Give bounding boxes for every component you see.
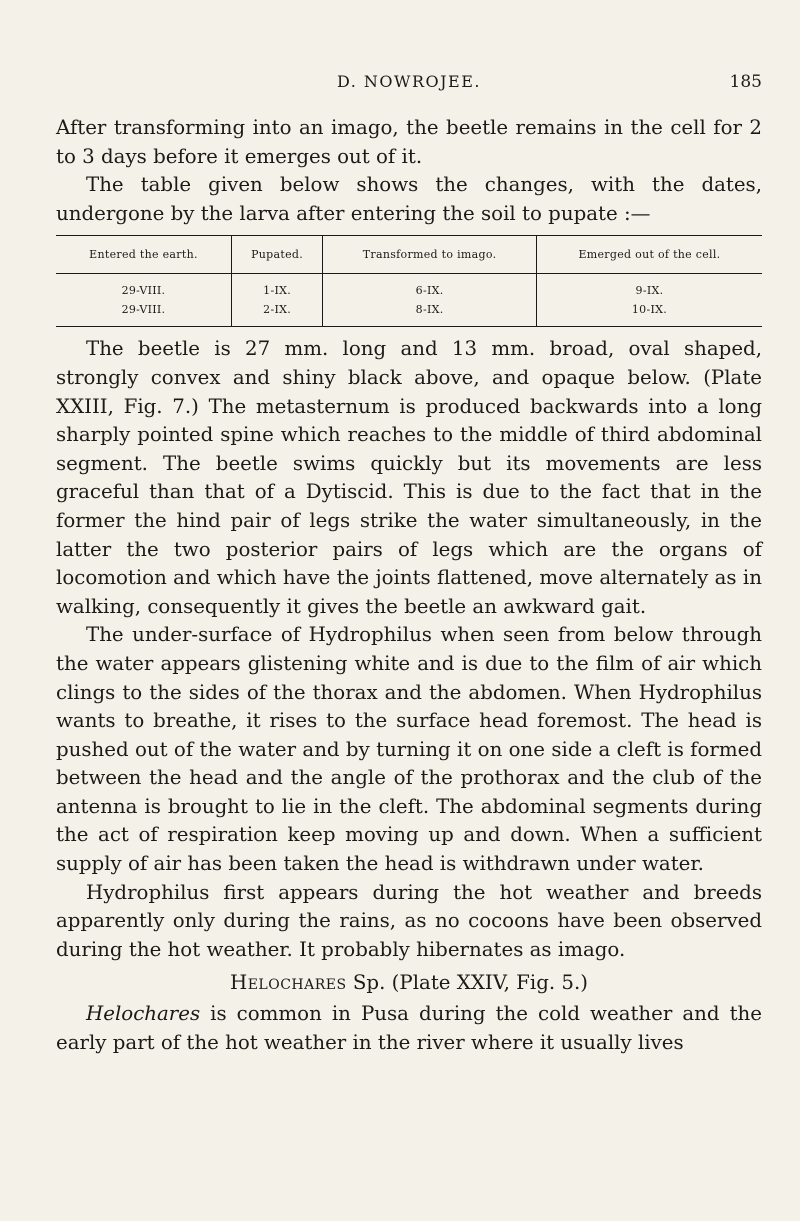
paragraph-imago-emergence: After transforming into an imago, the beetle remains in the cell for 2 to 3 days before it emerges out of it.	[56, 116, 762, 168]
paragraph-beetle-description: The beetle is 27 mm. long and 13 mm. broad, oval shaped, strongly convex and shiny black above, and opaque below. (Plate XXIII, Fig. 7.) The metasternum is produced backwards into a long sharply pointed spine which reaches to the middle of third abdominal segment. The beetle swims quickly but its movements are less graceful than that of a Dytiscid. This is due to the fact that in the former the hind pair of legs strike the water simultaneously, in the latter the two posterior pairs of legs which are the organs of locomotion and which have the joints flattened, move alternately as in walking, consequently it gives the beetle an awkward gait.	[56, 337, 762, 618]
column-header-emerged: Emerged out of the cell.	[536, 236, 762, 274]
heading-rest: Sp. (Plate XXIV, Fig. 5.)	[346, 971, 589, 995]
table-row	[56, 300, 762, 327]
table-header-row	[56, 236, 762, 274]
heading-genus: Helochares	[229, 971, 347, 995]
page	[56, 72, 762, 1058]
column-header-transformed: Transformed to imago.	[323, 236, 537, 274]
table-row	[56, 274, 762, 301]
paragraph-hibernation: Hydrophilus first appears during the hot weather and breeds apparently only during the rains, as no cocoons have been observed during the hot weather. It probably hibernates as imago.	[56, 880, 762, 961]
genus-name: Helochares	[86, 1002, 201, 1026]
table-cell: 6-IX.	[323, 274, 537, 301]
section-heading-helochares	[56, 968, 762, 998]
running-head	[56, 72, 762, 96]
paragraph-helochares	[56, 1000, 762, 1057]
table-cell: 29-VIII.	[121, 284, 166, 298]
column-header-entered: Entered the earth.	[56, 236, 231, 274]
page-number: 185	[729, 72, 762, 92]
paragraph-helochares-text: is common in Pusa during the cold weather and the early part of the hot weather in the river where it usually lives	[56, 1002, 762, 1055]
table-cell: 29-VIII.	[56, 300, 231, 327]
table-cell: 9-IX.	[536, 274, 762, 301]
table-cell: 10-IX.	[536, 300, 762, 327]
pupation-table	[56, 235, 762, 327]
table-cell: 8-IX.	[323, 300, 537, 327]
column-header-pupated: Pupated.	[231, 236, 322, 274]
paragraph-table-intro: The table given below shows the changes, with the dates, undergone by the larva after entering the soil to pupate :—	[56, 173, 762, 225]
table-cell: 1-IX.	[231, 274, 322, 301]
table-cell: 2-IX.	[231, 300, 322, 327]
paragraph-under-surface: The under-surface of Hydrophilus when seen from below through the water appears glistening white and is due to the film of air which clings to the sides of the thorax and the abdomen. When Hydrophilus wants to breathe, it rises to the surface head foremost. The head is pushed out of the water and by turning it on one side a cleft is formed between the head and the angle of the prothorax and the club of the antenna is brought to lie in the cleft. The abdominal segments during the act of respiration keep moving up and down. When a sufficient supply of air has been taken the head is withdrawn under water.	[56, 623, 762, 876]
running-head-author: D. NOWROJEE.	[336, 72, 481, 91]
